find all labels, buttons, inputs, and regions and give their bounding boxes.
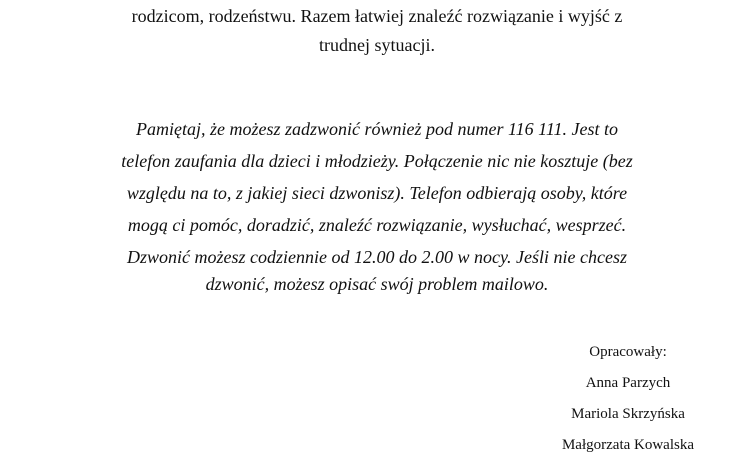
paragraph-1-line-2: trudnej sytuacji. [319,35,435,55]
signature-author-1: Anna Parzych [585,375,671,391]
paragraph-2-line-4: mogą ci pomóc, doradzić, znaleźć rozwiązanie, wysłuchać, wesprzeć. [127,215,627,235]
signature-author-2: Mariola Skrzyńska [571,406,685,422]
paragraph-1-line-1: rodzicom, rodzeństwu. Razem łatwiej znaleźć rozwiązanie i wyjść z [131,6,623,26]
paragraph-2-line-2: telefon zaufania dla dzieci i młodzieży. Połączenie nic nie kosztuje (bez [121,151,633,171]
paragraph-2-line-5: Dzwonić możesz codziennie od 12.00 do 2.00 w nocy. Jeśli nie chcesz [127,247,627,267]
paragraph-2-line-6: dzwonić, możesz opisać swój problem mailowo. [205,274,549,294]
signature-author-3: Małgorzata Kowalska [561,437,695,453]
signature-heading: Opracowały: [589,344,667,360]
paragraph-2-line-1: Pamiętaj, że możesz zadzwonić również pod numer 116 111. Jest to [136,119,618,139]
paragraph-2-line-3: względu na to, z jakiej sieci dzwonisz). Telefon odbierają osoby, które [126,183,628,203]
